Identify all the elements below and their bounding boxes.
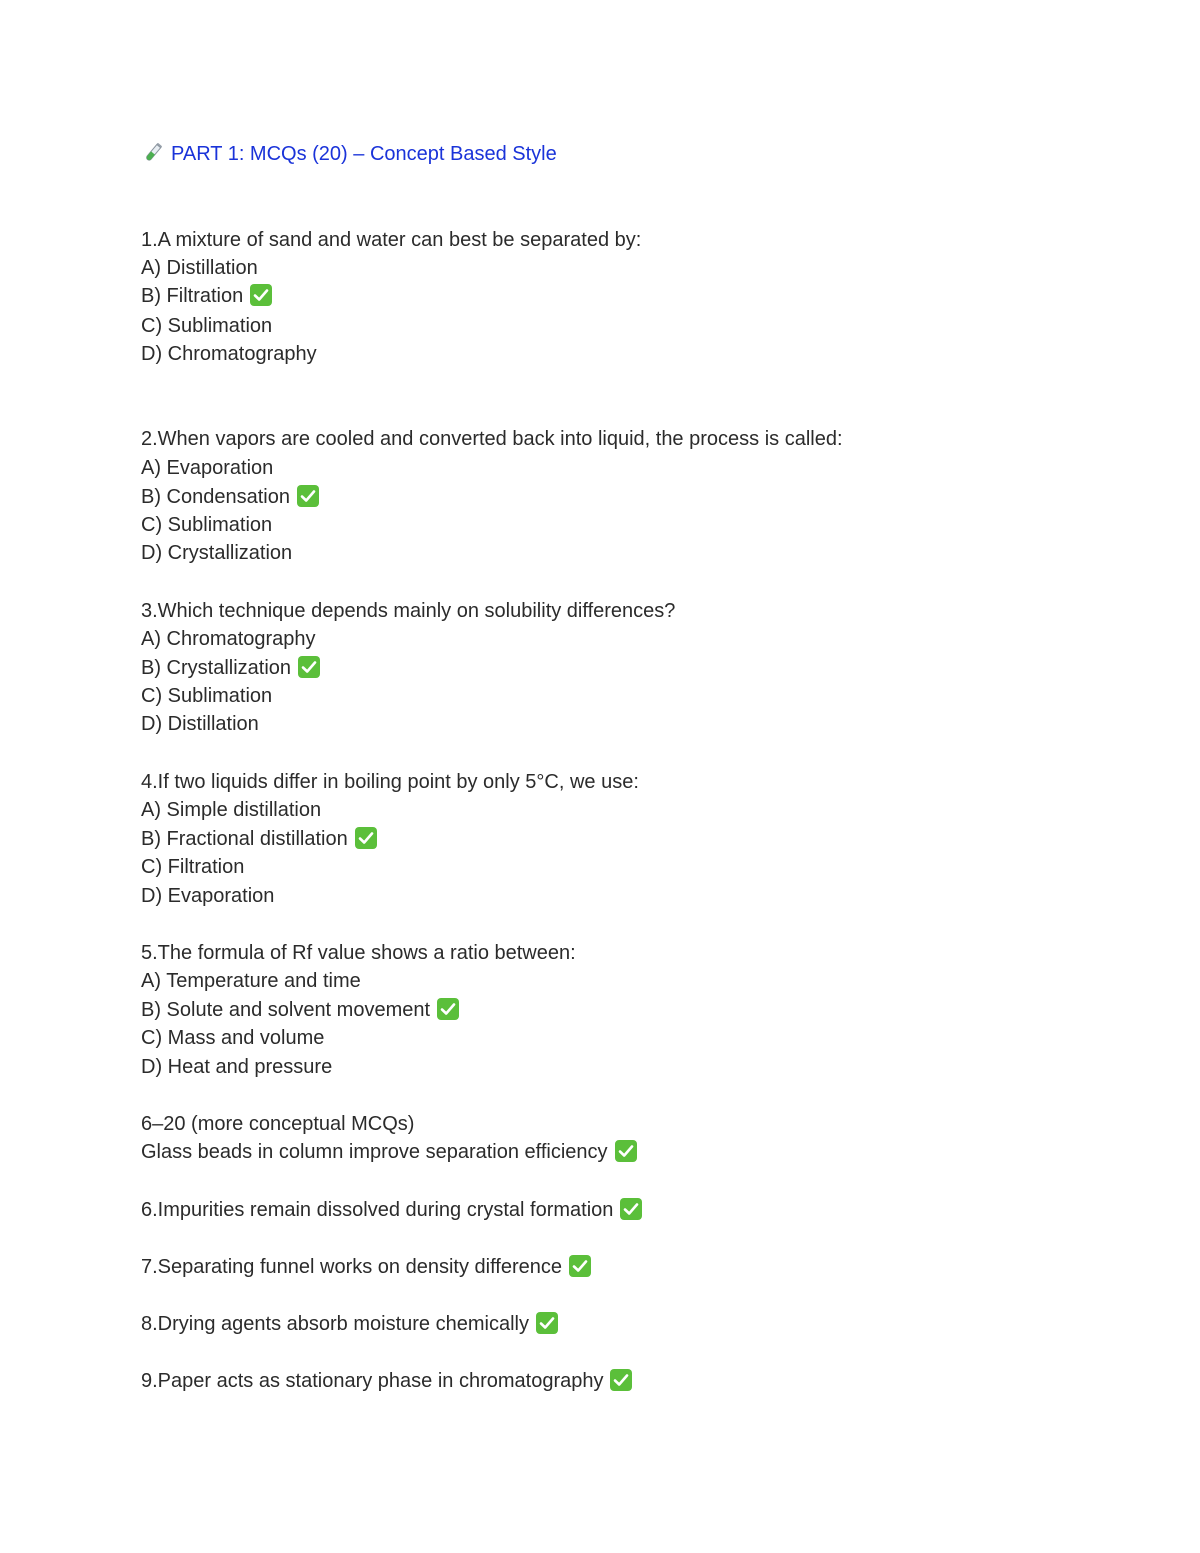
question-3-option-b-text: B) Crystallization xyxy=(141,657,292,679)
check-mark-icon xyxy=(297,485,319,507)
question-1-option-c: C) Sublimation xyxy=(141,315,273,337)
question-4-option-b xyxy=(141,826,377,852)
conceptual-item-5 xyxy=(141,1368,632,1394)
conceptual-item-1-text: Glass beads in column improve separation efficiency xyxy=(141,1141,608,1163)
question-3-option-b xyxy=(141,655,320,681)
question-5-option-b xyxy=(141,997,459,1023)
question-1-option-b-text: B) Filtration xyxy=(141,285,244,307)
check-mark-icon xyxy=(298,656,320,678)
question-1-stem: 1.A mixture of sand and water can best be separated by: xyxy=(141,229,642,251)
question-3-option-c: C) Sublimation xyxy=(141,685,273,707)
question-3-stem: 3.Which technique depends mainly on solubility differences? xyxy=(141,600,676,622)
question-5-stem: 5.The formula of Rf value shows a ratio between: xyxy=(141,942,576,964)
question-4-option-b-text: B) Fractional distillation xyxy=(141,828,348,850)
conceptual-item-5-text: 9.Paper acts as stationary phase in chromatography xyxy=(141,1370,604,1392)
question-4-option-d: D) Evaporation xyxy=(141,885,275,907)
check-mark-icon xyxy=(569,1255,591,1277)
conceptual-item-2 xyxy=(141,1197,642,1223)
question-1-option-b xyxy=(141,283,272,309)
conceptual-item-3-text: 7.Separating funnel works on density difference xyxy=(141,1256,563,1278)
question-3-option-a: A) Chromatography xyxy=(141,628,316,650)
conceptual-item-4 xyxy=(141,1311,558,1337)
check-mark-icon xyxy=(355,827,377,849)
question-5-option-c: C) Mass and volume xyxy=(141,1027,325,1049)
question-3-option-d: D) Distillation xyxy=(141,713,259,735)
question-1-option-d: D) Chromatography xyxy=(141,343,317,365)
conceptual-item-2-text: 6.Impurities remain dissolved during crystal formation xyxy=(141,1199,614,1221)
conceptual-heading: 6–20 (more conceptual MCQs) xyxy=(141,1113,415,1135)
conceptual-item-4-text: 8.Drying agents absorb moisture chemically xyxy=(141,1313,529,1335)
check-mark-icon xyxy=(437,998,459,1020)
question-2-stem: 2.When vapors are cooled and converted back into liquid, the process is called: xyxy=(141,428,843,450)
check-mark-icon xyxy=(536,1312,558,1334)
check-mark-icon xyxy=(615,1140,637,1162)
conceptual-item-1 xyxy=(141,1139,637,1165)
check-mark-icon xyxy=(620,1198,642,1220)
question-4-stem: 4.If two liquids differ in boiling point by only 5°C, we use: xyxy=(141,771,639,793)
question-5-option-b-text: B) Solute and solvent movement xyxy=(141,999,431,1021)
check-mark-icon xyxy=(610,1369,632,1391)
test-tube-icon xyxy=(141,141,165,165)
conceptual-item-3 xyxy=(141,1254,591,1280)
question-5-option-d: D) Heat and pressure xyxy=(141,1056,333,1078)
check-mark-icon xyxy=(250,284,272,306)
question-2-option-a: A) Evaporation xyxy=(141,457,274,479)
question-2-option-c: C) Sublimation xyxy=(141,514,273,536)
page-title-text: PART 1: MCQs (20) – Concept Based Style xyxy=(171,143,557,165)
question-4-option-a: A) Simple distillation xyxy=(141,799,322,821)
question-2-option-d: D) Crystallization xyxy=(141,542,293,564)
question-2-option-b xyxy=(141,484,319,510)
page-title xyxy=(141,141,557,167)
question-5-option-a: A) Temperature and time xyxy=(141,970,361,992)
question-2-option-b-text: B) Condensation xyxy=(141,486,290,508)
question-1-option-a: A) Distillation xyxy=(141,257,258,279)
question-4-option-c: C) Filtration xyxy=(141,856,245,878)
